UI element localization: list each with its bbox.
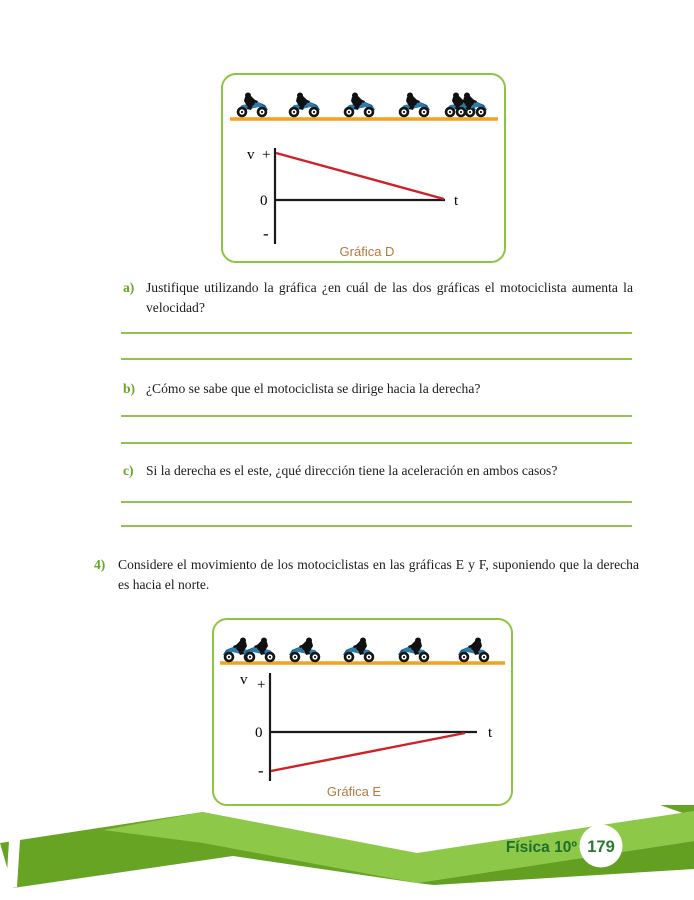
question-b-text: ¿Cómo se sabe que el motociclista se dirige hacia la derecha?: [146, 381, 481, 396]
minus-label: -: [258, 761, 264, 780]
answer-line: [121, 442, 632, 444]
answer-line: [121, 358, 632, 360]
motorcycle-icon: [399, 93, 430, 118]
motorcycle-icon: [289, 93, 320, 118]
question-a-text: Justifique utilizando la gráfica ¿en cuál de las dos gráficas el motociclista aumenta la velocidad?: [146, 280, 633, 316]
motorcycle-icon: [458, 638, 489, 663]
question-c: [123, 461, 633, 481]
figure-caption: Gráfica D: [339, 244, 395, 259]
motorcycle-icon: [398, 638, 429, 663]
answer-line: [121, 332, 632, 334]
item-4-text: Considere el movimiento de los motociclistas en las gráficas E y F, suponiendo que la derecha es hacia el norte.: [118, 557, 639, 593]
t-axis-label: t: [454, 193, 459, 209]
page-number: 179: [587, 838, 615, 856]
footer-subject: Física 10º: [505, 839, 577, 856]
motorcycles-row: [223, 638, 489, 663]
item-4-label: 4): [94, 557, 106, 572]
v-axis-label: v: [240, 672, 248, 688]
answer-line: [121, 501, 632, 503]
velocity-line: [276, 153, 444, 199]
motorcycle-icon: [344, 93, 375, 118]
zero-label: 0: [255, 725, 263, 741]
zero-label: 0: [260, 193, 268, 209]
grafica-e-illustration: [214, 620, 511, 802]
footer-ribbon: [0, 805, 694, 900]
question-a-label: a): [123, 280, 135, 295]
t-axis-label: t: [488, 725, 493, 741]
question-b: [123, 379, 633, 399]
plus-label: +: [262, 147, 271, 163]
v-axis-label: v: [247, 147, 255, 163]
question-a: [123, 278, 633, 319]
grafica-d-illustration: [223, 75, 504, 259]
figure-grafica-d: [221, 73, 506, 263]
answer-line: [121, 415, 632, 417]
plus-label: +: [257, 677, 266, 693]
question-c-text: Si la derecha es el este, ¿qué dirección tiene la aceleración en ambos casos?: [146, 463, 558, 478]
figure-grafica-e: [212, 618, 513, 806]
motorcycle-icon: [244, 638, 275, 663]
minus-label: -: [263, 224, 269, 243]
question-b-label: b): [123, 381, 136, 396]
motorcycles-row: [237, 93, 487, 118]
question-c-label: c): [123, 463, 134, 478]
answer-line: [121, 525, 632, 527]
item-4: [94, 555, 639, 596]
motorcycle-icon: [343, 638, 374, 663]
figure-caption: Gráfica E: [326, 784, 382, 799]
velocity-line: [271, 733, 465, 771]
motorcycle-icon: [289, 638, 320, 663]
motorcycle-icon: [237, 93, 268, 118]
